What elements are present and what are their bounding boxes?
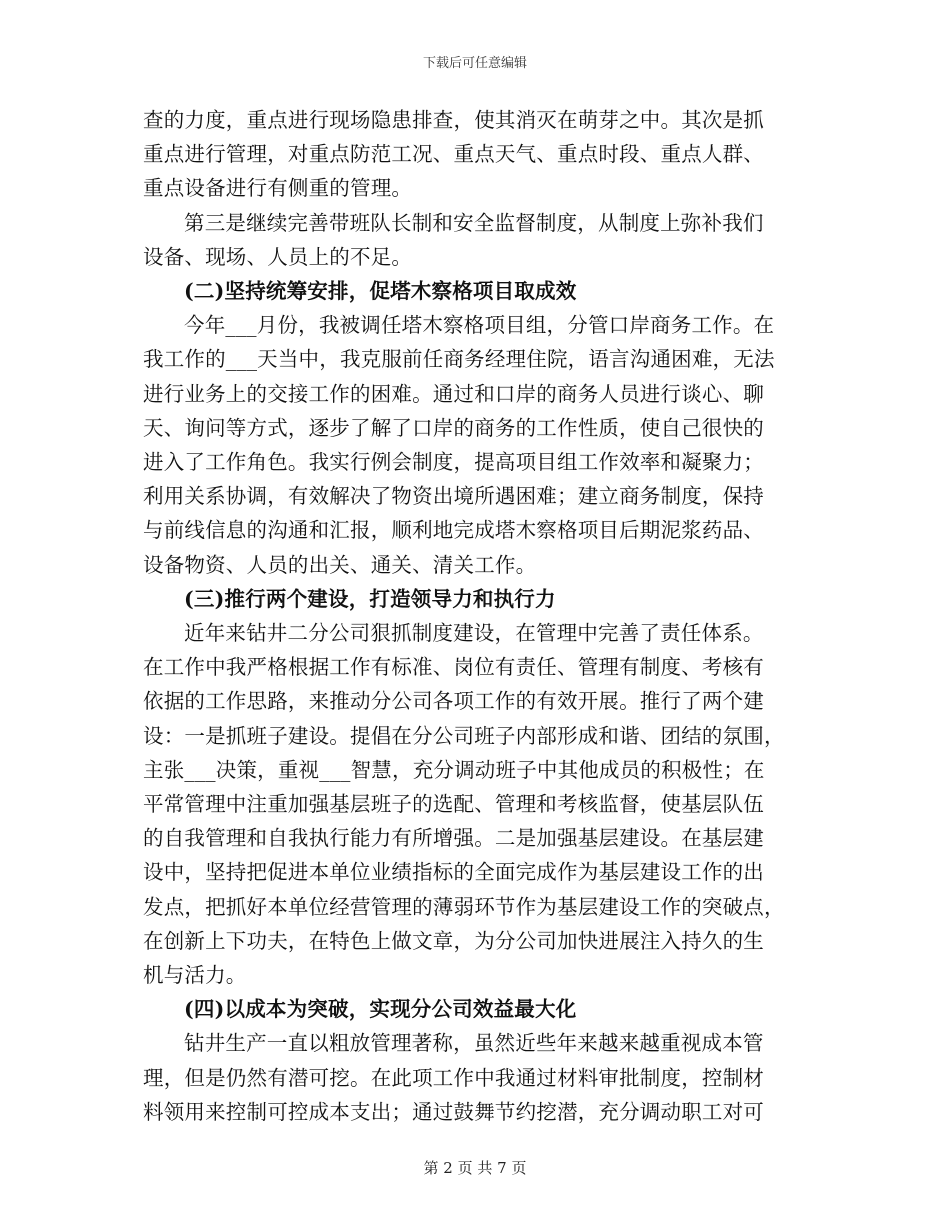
text-line: 主张___决策，重视___智慧，充分调动班子中其他成员的积极性；在 bbox=[143, 757, 765, 782]
text-line: 在工作中我严格根据工作有标准、岗位有责任、管理有制度、考核有 bbox=[143, 655, 764, 680]
text-line: 的自我管理和自我执行能力有所增强。二是加强基层建设。在基层建 bbox=[143, 826, 764, 851]
text-line: 利用关系协调，有效解决了物资出境所遇困难；建立商务制度，保持 bbox=[143, 484, 764, 509]
document-body bbox=[143, 103, 813, 1129]
text-line: 设中，坚持把促进本单位业绩指标的全面完成作为基层建设工作的出 bbox=[143, 860, 764, 885]
paragraph bbox=[143, 206, 813, 274]
text-line: 第三是继续完善带班队长制和安全监督制度，从制度上弥补我们 bbox=[184, 210, 764, 235]
text-line: 在创新上下功夫，在特色上做文章，为分公司加快进展注入持久的生 bbox=[143, 928, 764, 953]
text-line: 今年___月份，我被调任塔木察格项目组，分管口岸商务工作。在 bbox=[184, 313, 775, 338]
text-line: 理，但是仍然有潜可挖。在此项工作中我通过材料审批制度，控制材 bbox=[143, 1065, 764, 1090]
text-line: 设备、现场、人员上的不足。 bbox=[143, 244, 413, 269]
text-line: 平常管理中注重加强基层班子的选配、管理和考核监督，使基层队伍 bbox=[143, 792, 764, 817]
text-line: 重点设备进行有侧重的管理。 bbox=[143, 176, 413, 201]
text-line: 机与活力。 bbox=[143, 963, 247, 988]
text-line: 料领用来控制可控成本支出；通过鼓舞节约挖潜，充分调动职工对可 bbox=[143, 1099, 764, 1124]
text-line: (三)推行两个建设，打造领导力和执行力 bbox=[184, 586, 556, 611]
paragraph bbox=[143, 1026, 813, 1129]
paragraph bbox=[143, 308, 813, 582]
page-footer: 第 2 页 共 7 页 bbox=[423, 1159, 527, 1177]
page-header: 下载后可任意编辑 bbox=[422, 56, 527, 71]
text-line: (四)以成本为突破，实现分公司效益最大化 bbox=[184, 997, 577, 1022]
text-line: 进行业务上的交接工作的困难。通过和口岸的商务人员进行谈心、聊 bbox=[143, 381, 764, 406]
text-line: 近年来钻井二分公司狠抓制度建设，在管理中完善了责任体系。 bbox=[184, 621, 764, 646]
section-heading bbox=[143, 582, 813, 616]
text-line: 发点，把抓好本单位经营管理的薄弱环节作为基层建设工作的突破点， bbox=[143, 894, 785, 919]
section-heading bbox=[143, 992, 813, 1026]
section-heading bbox=[143, 274, 813, 308]
text-line: 依据的工作思路，来推动分公司各项工作的有效开展。推行了两个建 bbox=[143, 689, 764, 714]
text-line: 重点进行管理，对重点防范工况、重点天气、重点时段、重点人群、 bbox=[143, 142, 764, 167]
paragraph bbox=[143, 103, 813, 206]
text-line: 我工作的___天当中，我克服前任商务经理住院，语言沟通困难，无法 bbox=[143, 347, 775, 372]
text-line: 进入了工作角色。我实行例会制度，提高项目组工作效率和凝聚力； bbox=[143, 450, 764, 475]
text-line: 与前线信息的沟通和汇报，顺利地完成塔木察格项目后期泥浆药品、 bbox=[143, 518, 764, 543]
text-line: 钻井生产一直以粗放管理著称，虽然近些年来越来越重视成本管 bbox=[184, 1031, 764, 1056]
text-line: 天、询问等方式，逐步了解了口岸的商务的工作性质，使自己很快的 bbox=[143, 415, 764, 440]
text-line: 设：一是抓班子建设。提倡在分公司班子内部形成和谐、团结的氛围， bbox=[143, 723, 785, 748]
text-line: 设备物资、人员的出关、通关、清关工作。 bbox=[143, 552, 537, 577]
text-line: (二)坚持统筹安排，促塔木察格项目取成效 bbox=[184, 279, 577, 304]
text-line: 查的力度，重点进行现场隐患排查，使其消灭在萌芽之中。其次是抓 bbox=[143, 108, 764, 132]
paragraph bbox=[143, 616, 813, 992]
